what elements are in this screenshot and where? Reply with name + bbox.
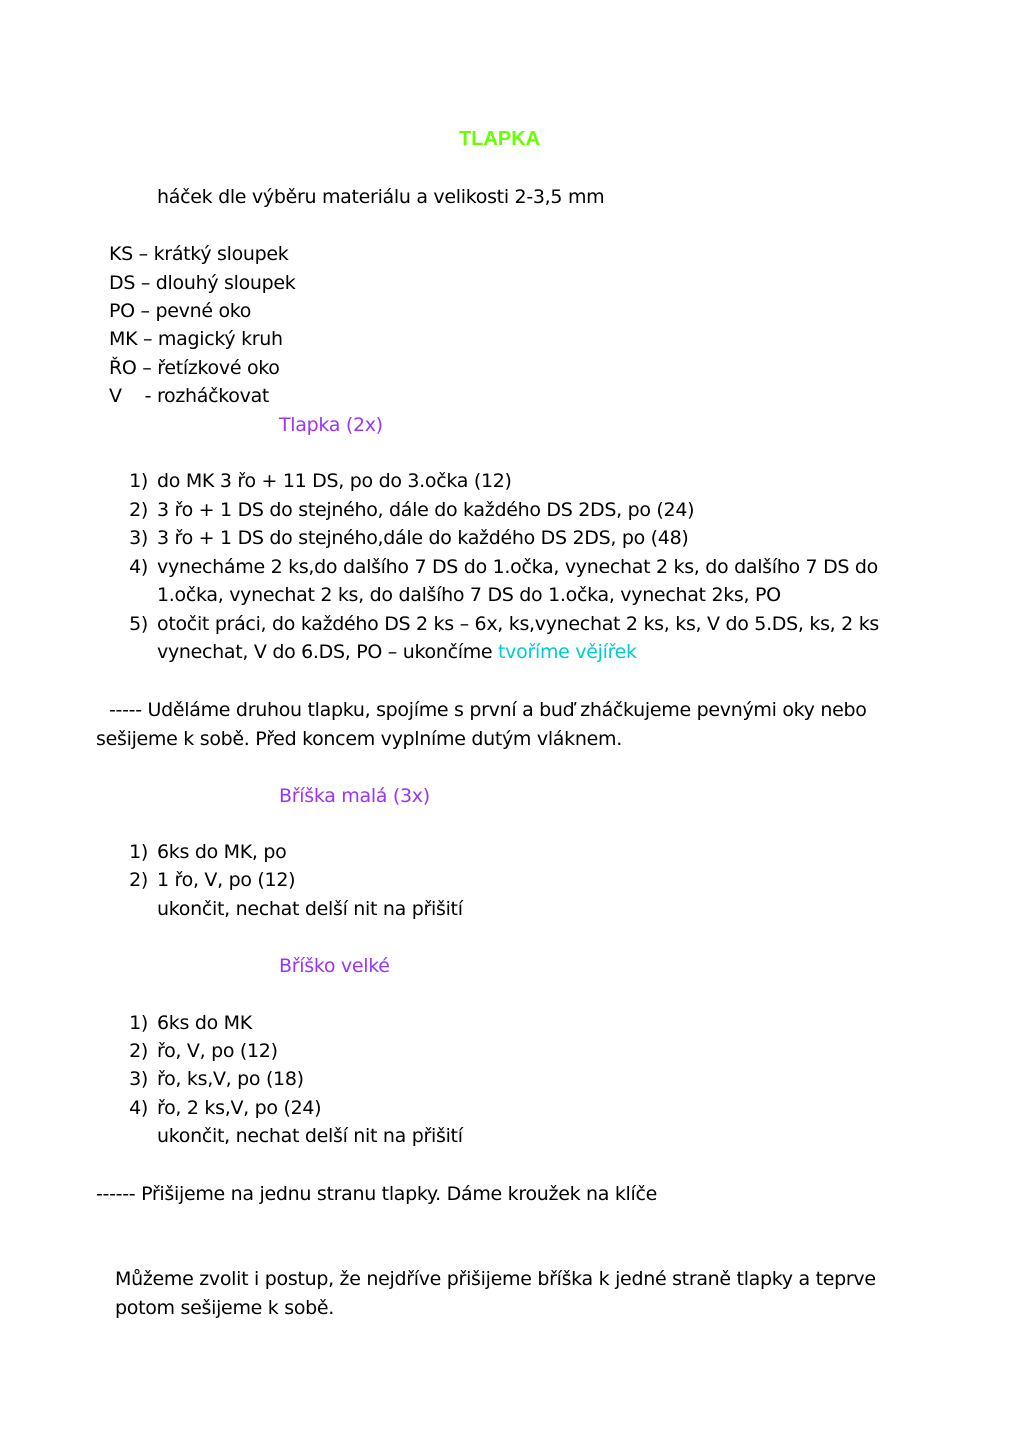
note-line: Můžeme zvolit i postup, že nejdříve přišijeme bříška k jedné straně tlapky a teprve [115,1268,876,1290]
legend-item: ŘO – řetízkové oko [109,357,280,379]
step-text: do MK 3 řo + 11 DS, po do 3.očka (12) [157,470,512,492]
step-text: 1 řo, V, po (12) [157,869,296,891]
step-number: 5) [129,613,148,635]
highlight-text: tvoříme vějířek [498,641,637,663]
hook-size-line: háček dle výběru materiálu a velikosti 2-3,5 mm [157,186,605,208]
legend-item: V - rozháčkovat [109,385,270,407]
step-number: 1) [129,470,148,492]
step-number: 4) [129,556,148,578]
note-attach: ------ Přišijeme na jednu stranu tlapky. Dáme kroužek na klíče [96,1183,658,1205]
finish-text: ukončit, nechat delší nit na přišití [157,1125,463,1147]
step-number: 1) [129,1012,148,1034]
finish-text: ukončit, nechat delší nit na přišití [157,898,463,920]
step-text: řo, V, po (12) [157,1040,278,1062]
step-text: vynecháme 2 ks,do dalšího 7 DS do 1.očka, vynechat 2 ks, do dalšího 7 DS do [157,556,879,578]
step-number: 2) [129,499,148,521]
legend-item: PO – pevné oko [109,300,252,322]
step-number: 2) [129,1040,148,1062]
note-line: potom sešijeme k sobě. [115,1297,335,1319]
step-text: řo, 2 ks,V, po (24) [157,1097,322,1119]
section-heading: Bříško velké [279,955,390,977]
step-text: otočit práci, do každého DS 2 ks – 6x, ks,vynechat 2 ks, ks, V do 5.DS, ks, 2 ks [157,613,879,635]
note-line: ----- Uděláme druhou tlapku, spojíme s první a buď zháčkujeme pevnými oky nebo [109,699,867,721]
step-text: řo, ks,V, po (18) [157,1068,304,1090]
step-text-continued: 1.očka, vynechat 2 ks, do dalšího 7 DS do 1.očka, vynechat 2ks, PO [157,584,781,606]
step-number: 3) [129,1068,148,1090]
page-title: TLAPKA [459,128,541,150]
step-text: 3 řo + 1 DS do stejného, dále do každého DS 2DS, po (24) [157,499,695,521]
legend-item: MK – magický kruh [109,328,283,350]
section-heading: Tlapka (2x) [279,414,383,436]
note-line: sešijeme k sobě. Před koncem vyplníme dutým vláknem. [96,728,622,750]
section-heading: Bříška malá (3x) [279,785,430,807]
step-number: 4) [129,1097,148,1119]
step-text: 3 řo + 1 DS do stejného,dále do každého DS 2DS, po (48) [157,527,689,549]
step-number: 3) [129,527,148,549]
step-number: 1) [129,841,148,863]
legend-item: KS – krátký sloupek [109,243,289,265]
step-text-continued [157,638,637,666]
step-number: 2) [129,869,148,891]
step-text: 6ks do MK [157,1012,252,1034]
legend-item: DS – dlouhý sloupek [109,272,296,294]
step-text-part: vynechat, V do 6.DS, PO – ukončíme [157,641,499,663]
step-text: 6ks do MK, po [157,841,287,863]
